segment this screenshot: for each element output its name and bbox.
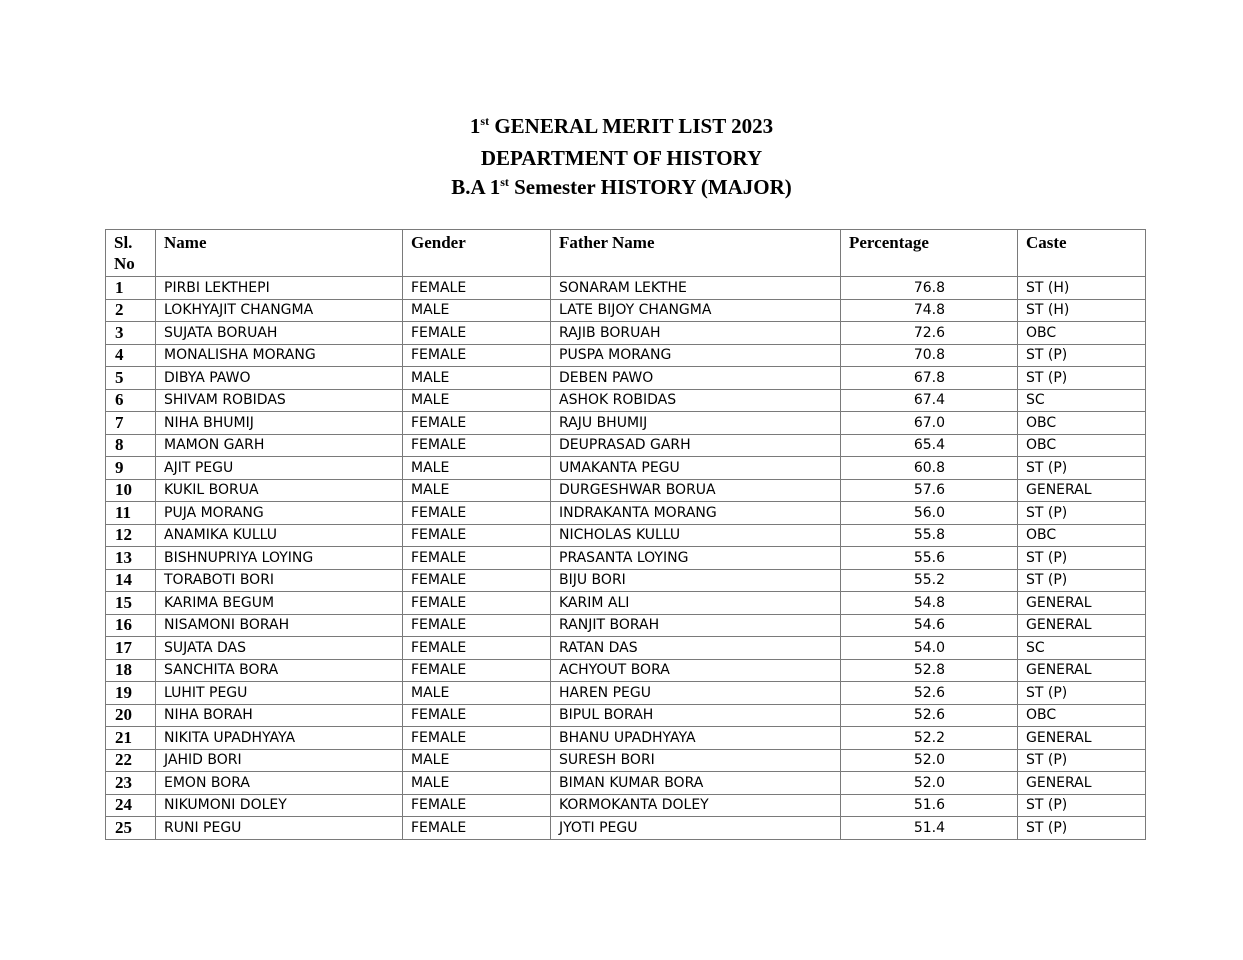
title-text: GENERAL MERIT LIST 2023 [489,114,774,138]
cell-name: LOKHYAJIT CHANGMA [156,299,403,322]
cell-sl-no: 15 [106,592,156,615]
cell-name: ANAMIKA KULLU [156,524,403,547]
cell-father-name: RAJIB BORUAH [551,322,841,345]
table-row [106,322,1146,345]
cell-gender: FEMALE [403,547,551,570]
cell-percentage: 51.6 [841,794,1018,817]
cell-father-name: INDRAKANTA MORANG [551,502,841,525]
cell-father-name: ACHYOUT BORA [551,659,841,682]
cell-name: EMON BORA [156,772,403,795]
cell-caste: ST (H) [1018,277,1146,300]
cell-father-name: DEUPRASAD GARH [551,434,841,457]
column-header-father-name: Father Name [551,230,841,277]
cell-caste: SC [1018,389,1146,412]
cell-percentage: 55.6 [841,547,1018,570]
cell-percentage: 57.6 [841,479,1018,502]
table-row [106,457,1146,480]
cell-father-name: SONARAM LEKTHE [551,277,841,300]
cell-father-name: KARIM ALI [551,592,841,615]
cell-name: PIRBI LEKTHEPI [156,277,403,300]
table-row [106,659,1146,682]
cell-sl-no: 12 [106,524,156,547]
table-row [106,749,1146,772]
cell-percentage: 67.4 [841,389,1018,412]
cell-percentage: 76.8 [841,277,1018,300]
cell-gender: FEMALE [403,524,551,547]
cell-name: SHIVAM ROBIDAS [156,389,403,412]
cell-father-name: SURESH BORI [551,749,841,772]
table-row [106,727,1146,750]
cell-name: RUNI PEGU [156,817,403,840]
cell-father-name: BIPUL BORAH [551,704,841,727]
cell-percentage: 52.0 [841,749,1018,772]
merit-list-table [105,229,1146,840]
cell-caste: OBC [1018,322,1146,345]
cell-percentage: 52.2 [841,727,1018,750]
cell-caste: OBC [1018,412,1146,435]
cell-name: MONALISHA MORANG [156,344,403,367]
cell-gender: FEMALE [403,659,551,682]
cell-name: KUKIL BORUA [156,479,403,502]
cell-caste: ST (P) [1018,547,1146,570]
cell-percentage: 56.0 [841,502,1018,525]
cell-gender: FEMALE [403,412,551,435]
table-row [106,299,1146,322]
cell-caste: GENERAL [1018,659,1146,682]
merit-list-title [0,112,1243,144]
cell-percentage: 52.0 [841,772,1018,795]
cell-caste: OBC [1018,704,1146,727]
cell-father-name: HAREN PEGU [551,682,841,705]
cell-percentage: 70.8 [841,344,1018,367]
cell-percentage: 72.6 [841,322,1018,345]
cell-caste: ST (P) [1018,817,1146,840]
cell-name: NIHA BORAH [156,704,403,727]
cell-sl-no: 11 [106,502,156,525]
cell-sl-no: 3 [106,322,156,345]
table-row [106,569,1146,592]
table-row [106,277,1146,300]
cell-name: DIBYA PAWO [156,367,403,390]
table-row [106,817,1146,840]
column-header-caste: Caste [1018,230,1146,277]
table-row [106,614,1146,637]
cell-gender: FEMALE [403,727,551,750]
cell-gender: MALE [403,772,551,795]
column-header-sl-no: Sl. No [106,230,156,277]
table-row [106,592,1146,615]
cell-name: NIHA BHUMIJ [156,412,403,435]
table-row [106,524,1146,547]
title-ordinal-number: 1 [469,114,481,138]
table-row [106,794,1146,817]
table-row [106,434,1146,457]
cell-percentage: 54.0 [841,637,1018,660]
cell-sl-no: 16 [106,614,156,637]
cell-sl-no: 10 [106,479,156,502]
cell-caste: ST (P) [1018,502,1146,525]
course-ordinal-suffix: st [500,175,509,189]
cell-name: MAMON GARH [156,434,403,457]
cell-caste: ST (P) [1018,794,1146,817]
cell-name: SUJATA DAS [156,637,403,660]
table-row [106,367,1146,390]
table-row [106,637,1146,660]
cell-percentage: 55.8 [841,524,1018,547]
cell-sl-no: 19 [106,682,156,705]
cell-sl-no: 1 [106,277,156,300]
column-header-name: Name [156,230,403,277]
cell-sl-no: 17 [106,637,156,660]
cell-percentage: 60.8 [841,457,1018,480]
cell-sl-no: 14 [106,569,156,592]
table-row [106,547,1146,570]
cell-percentage: 74.8 [841,299,1018,322]
cell-father-name: JYOTI PEGU [551,817,841,840]
cell-father-name: DEBEN PAWO [551,367,841,390]
cell-gender: FEMALE [403,614,551,637]
cell-father-name: UMAKANTA PEGU [551,457,841,480]
table-row [106,772,1146,795]
cell-caste: ST (P) [1018,569,1146,592]
cell-gender: FEMALE [403,434,551,457]
cell-father-name: RATAN DAS [551,637,841,660]
cell-father-name: RANJIT BORAH [551,614,841,637]
cell-caste: OBC [1018,524,1146,547]
cell-gender: MALE [403,299,551,322]
cell-sl-no: 6 [106,389,156,412]
cell-caste: ST (P) [1018,367,1146,390]
cell-gender: FEMALE [403,817,551,840]
table-header-row [106,230,1146,277]
cell-caste: OBC [1018,434,1146,457]
title-ordinal-suffix: st [480,114,490,128]
cell-gender: MALE [403,479,551,502]
cell-name: LUHIT PEGU [156,682,403,705]
cell-father-name: KORMOKANTA DOLEY [551,794,841,817]
cell-sl-no: 13 [106,547,156,570]
cell-sl-no: 2 [106,299,156,322]
cell-name: SUJATA BORUAH [156,322,403,345]
table-row [106,704,1146,727]
cell-father-name: LATE BIJOY CHANGMA [551,299,841,322]
cell-sl-no: 7 [106,412,156,435]
cell-percentage: 55.2 [841,569,1018,592]
cell-sl-no: 4 [106,344,156,367]
cell-caste: ST (P) [1018,749,1146,772]
cell-sl-no: 24 [106,794,156,817]
cell-percentage: 51.4 [841,817,1018,840]
cell-sl-no: 8 [106,434,156,457]
cell-father-name: NICHOLAS KULLU [551,524,841,547]
table-row [106,682,1146,705]
cell-caste: GENERAL [1018,727,1146,750]
cell-gender: MALE [403,389,551,412]
cell-sl-no: 18 [106,659,156,682]
cell-caste: GENERAL [1018,592,1146,615]
column-header-percentage: Percentage [841,230,1018,277]
cell-gender: FEMALE [403,344,551,367]
cell-percentage: 54.8 [841,592,1018,615]
department-title: DEPARTMENT OF HISTORY [480,146,763,170]
cell-caste: GENERAL [1018,772,1146,795]
cell-percentage: 67.8 [841,367,1018,390]
cell-sl-no: 5 [106,367,156,390]
cell-gender: MALE [403,367,551,390]
cell-caste: ST (P) [1018,344,1146,367]
cell-father-name: ASHOK ROBIDAS [551,389,841,412]
cell-caste: GENERAL [1018,479,1146,502]
cell-name: BISHNUPRIYA LOYING [156,547,403,570]
cell-father-name: PRASANTA LOYING [551,547,841,570]
cell-sl-no: 9 [106,457,156,480]
table-row [106,479,1146,502]
cell-father-name: BIMAN KUMAR BORA [551,772,841,795]
document-header [0,112,1243,205]
cell-father-name: BHANU UPADHYAYA [551,727,841,750]
cell-gender: FEMALE [403,637,551,660]
cell-name: JAHID BORI [156,749,403,772]
cell-name: NIKUMONI DOLEY [156,794,403,817]
cell-caste: SC [1018,637,1146,660]
cell-gender: FEMALE [403,502,551,525]
cell-caste: GENERAL [1018,614,1146,637]
column-header-gender: Gender [403,230,551,277]
table-row [106,412,1146,435]
cell-gender: FEMALE [403,704,551,727]
cell-caste: ST (H) [1018,299,1146,322]
table-body [106,277,1146,840]
cell-gender: MALE [403,749,551,772]
cell-gender: MALE [403,682,551,705]
cell-percentage: 67.0 [841,412,1018,435]
cell-percentage: 52.6 [841,704,1018,727]
cell-sl-no: 22 [106,749,156,772]
table-row [106,344,1146,367]
cell-caste: ST (P) [1018,682,1146,705]
cell-name: NIKITA UPADHYAYA [156,727,403,750]
cell-gender: FEMALE [403,794,551,817]
cell-name: PUJA MORANG [156,502,403,525]
cell-father-name: RAJU BHUMIJ [551,412,841,435]
cell-father-name: BIJU BORI [551,569,841,592]
cell-gender: FEMALE [403,569,551,592]
cell-percentage: 54.6 [841,614,1018,637]
table-row [106,389,1146,412]
cell-name: AJIT PEGU [156,457,403,480]
cell-gender: FEMALE [403,277,551,300]
cell-name: NISAMONI BORAH [156,614,403,637]
cell-name: SANCHITA BORA [156,659,403,682]
cell-father-name: DURGESHWAR BORUA [551,479,841,502]
cell-percentage: 65.4 [841,434,1018,457]
cell-father-name: PUSPA MORANG [551,344,841,367]
cell-sl-no: 20 [106,704,156,727]
cell-gender: MALE [403,457,551,480]
cell-sl-no: 23 [106,772,156,795]
cell-sl-no: 25 [106,817,156,840]
table-row [106,502,1146,525]
cell-name: KARIMA BEGUM [156,592,403,615]
cell-gender: FEMALE [403,592,551,615]
course-title [0,173,1243,205]
cell-sl-no: 21 [106,727,156,750]
cell-caste: ST (P) [1018,457,1146,480]
course-prefix: B.A 1 [451,175,501,199]
cell-name: TORABOTI BORI [156,569,403,592]
course-text: Semester HISTORY (MAJOR) [508,175,792,199]
cell-percentage: 52.8 [841,659,1018,682]
cell-percentage: 52.6 [841,682,1018,705]
cell-gender: FEMALE [403,322,551,345]
